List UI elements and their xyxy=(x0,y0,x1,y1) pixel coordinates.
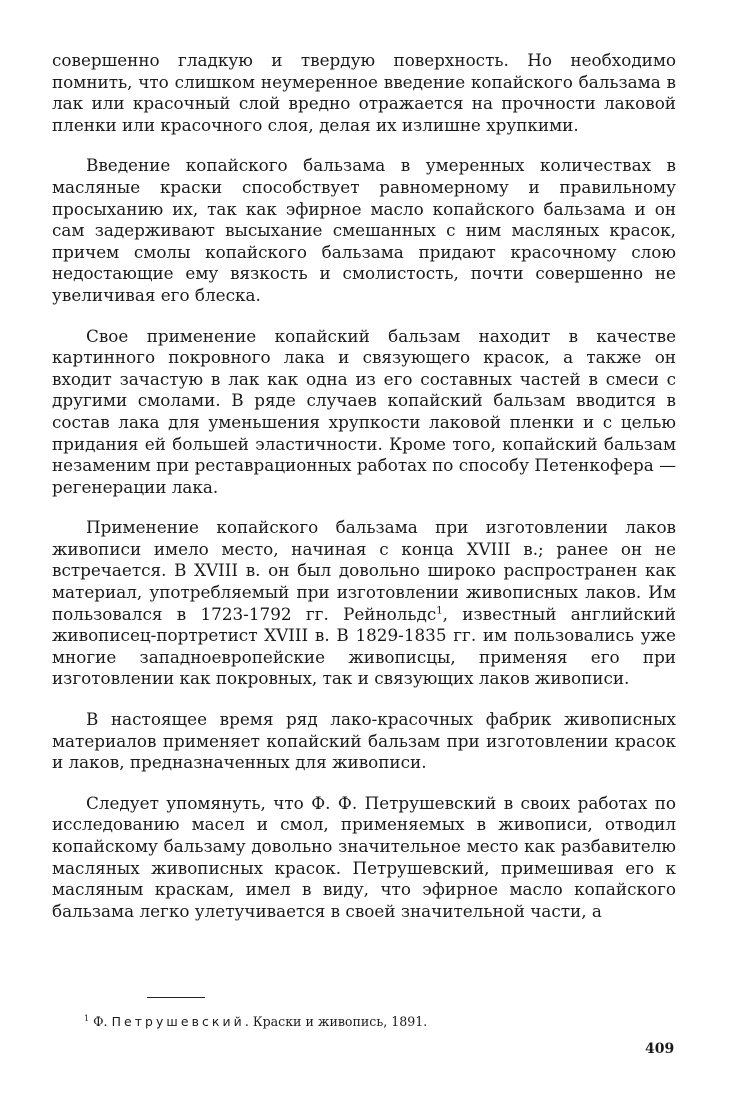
page-number: 409 xyxy=(645,1041,675,1057)
paragraph-1: совершенно гладкую и твердую поверхность. Но необходимо помнить, что слишком неумеренное введение копайского бальзама в лак или красочный слой вредно отражается на прочности лаковой пленки или красочного слоя, делая их излишне хрупкими. xyxy=(52,50,676,135)
paragraph-6: Следует упомянуть, что Ф. Ф. Петрушевский в своих работах по исследованию масел и смол, применяемых в живописи, отводил копайскому бальзаму довольно значительное место как разбавителю масляных живописных красок. Петрушевский, примешивая его к масляным краскам, имел в виду, что эфирное масло копайского бальзама легко улетучивается в своей значительной части, а xyxy=(52,792,676,921)
footnote-source: . Краски и живопись, 1891. xyxy=(244,1014,428,1030)
paragraph-4 xyxy=(52,517,676,690)
paragraph-4-text-b: , известный английский живописец-портретист XVIII в. В 1829-1835 гг. им пользовались уже многие западноевропейские живописцы, применяя его при изготовлении как покровных, так и связующих лаков живописи. xyxy=(52,603,676,689)
page-body xyxy=(52,50,676,922)
paragraph-3: Свое применение копайский бальзам находит в качестве картинного покровного лака и связующего красок, а также он входит зачастую в лак как одна из его составных частей в смеси с другими смолами. В ряде случаев копайский бальзам вводится в состав лака для уменьшения хрупкости лаковой пленки и с целью придания ей большей эластичности. Кроме того, копайский бальзам незаменим при реставрационных работах по способу Петенкофера — регенерации лака. xyxy=(52,325,676,497)
paragraph-5: В настоящее время ряд лако-красочных фабрик живописных материалов применяет копайский бальзам при изготовлении красок и лаков, предназначенных для живописи. xyxy=(52,709,676,773)
footnote-reference: 1 xyxy=(436,605,443,617)
footnote-author: Петрушевский xyxy=(111,1014,245,1030)
paragraph-2: Введение копайского бальзама в умеренных количествах в масляные краски способствует равномерному и правильному просыханию их, так как эфирное масло копайского бальзама и он сам задерживают высыхание смешанных с ним масляных красок, причем смолы копайского бальзама придают красочному слою недостающие ему вязкость и смолистость, почти совершенно не увеличивая его блеска. xyxy=(52,155,676,305)
footnote-mark: 1 xyxy=(84,1014,90,1023)
footnote-initial: Ф. xyxy=(93,1014,108,1030)
footnote xyxy=(84,1011,644,1030)
footnote-divider xyxy=(147,997,205,998)
paragraph-4-text-a: Применение копайского бальзама при изготовлении лаков живописи имело место, начиная с конца XVIII в.; ранее он не встречается. В XVIII в. он был довольно широко распространен как материал, употребляемый при изготовлении живописных лаков. Им пользовался в 1723-1792 гг. Рейнольдс xyxy=(52,517,676,624)
